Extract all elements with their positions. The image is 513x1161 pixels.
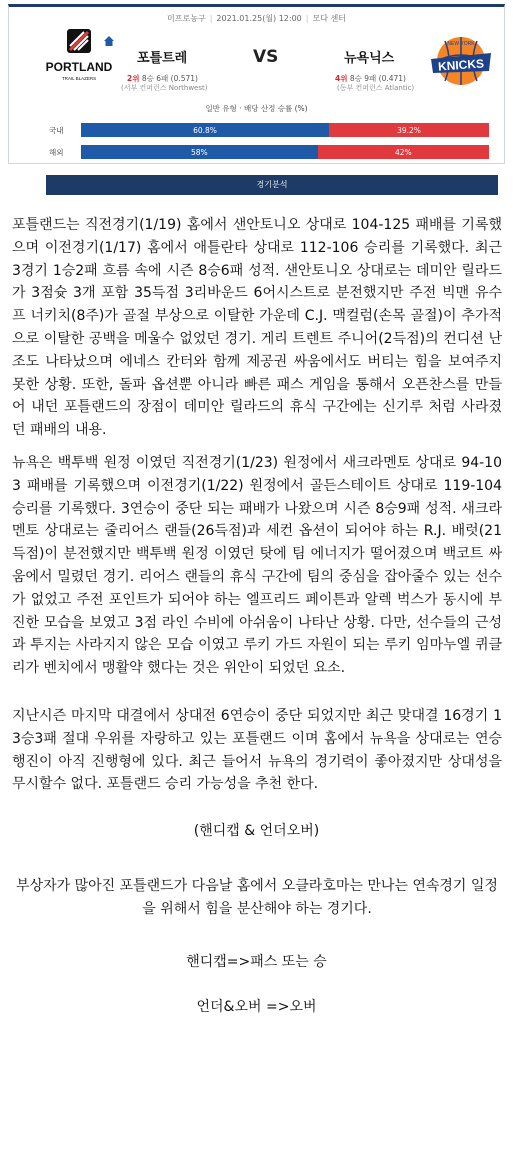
match-header-card xyxy=(8,4,505,164)
away-conference: (동부 컨퍼런스 Atlantic) xyxy=(337,84,415,92)
win-rate-row-overseas xyxy=(21,145,493,159)
win-rate-title: 일반 유형 · 배당 산정 승률 (%) xyxy=(205,104,308,113)
versus-label: VS xyxy=(253,47,279,67)
analysis-paragraph-newyork: 뉴욕은 백투백 원정 이였던 직전경기(1/23) 원정에서 새크라멘토 상대로 94-103 패배를 기록했으며 이전경기(1/22) 원정에서 골든스테이트 상대로 119-104 승리를 기록했다. 3연승이 중단 되는 패배가 나왔으며 시즌 8승9패 성적. 새크라멘토 상대로는 줄리어스 랜들(26득점)과 세컨 옵션이 되어야 하는 R.J. 배럿(21득점)이 분전했지만 백투백 원정 이였던 탓에 팀 에너지가 떨어졌으며 백코트 싸움에서 밀렸던 경기. 리어스 랜들의 휴식 구간에 팀의 중심을 잡아줄수 있는 선수가 없었고 주전 포인트가 되어야 하는 엘프리드 페이튼과 알렉 벅스가 동시에 부진한 모습을 보였고 3점 라인 수비에 아쉬움이 나타난 상황. 다만, 선수들의 근성과 투지는 사라지지 않은 모습 이였고 루키 가드 자원이 되는 루키 임마누엘 퀴클리가 벤치에서 맹활약 했다는 것은 위안이 되었던 요소. xyxy=(12,455,502,677)
home-team-name: 포틀트레 xyxy=(137,51,188,66)
knicks-logo xyxy=(427,29,495,89)
away-win-rate: 42% xyxy=(318,145,489,159)
win-rate-row-domestic xyxy=(21,123,493,137)
handicap-heading: (핸디캡 & 언더오버) xyxy=(193,823,320,839)
home-rank: 2위 xyxy=(127,74,140,83)
home-win-rate: 58% xyxy=(81,145,318,159)
section-title-bar: 경기분석 xyxy=(46,175,498,195)
handicap-pick: 핸디캡=>패스 또는 승 xyxy=(186,954,327,970)
portland-logo xyxy=(45,29,113,89)
analysis-paragraph-portland: 포틀랜드는 직전경기(1/19) 홈에서 샌안토니오 상대로 104-125 패배를 기록했으며 이전경기(1/17) 홈에서 애틀란타 상대로 112-106 승리를 기록했다. 최근 3경기 1승2패 흐름 속에 시즌 8승6패 성적. 샌안토니오 상대로는 데미안 릴라드가 3점슛 3개 포함 35득점 3리바운드 6어시스트로 분전했지만 주전 빅맨 유수프 너키치(8주)가 골절 부상으로 이탈한 가운데 C.J. 맥컬럼(손목 골절)이 추가적으로 이탈한 공백을 메울수 없었던 경기. 게리 트렌트 주니어(2득점)의 컨디션 난조도 나타났으며 에네스 칸터와 함께 제공권 싸움에서도 버티는 힘을 보여주지 못한 상황. 또한, 돌파 옵션뿐 아니라 빠른 패스 게임을 통해서 오픈찬스를 만들어 내던 포틀랜드의 장점이 데미안 릴라드의 휴식 구간에는 신기루 처럼 사라졌던 패배의 내용. xyxy=(12,217,502,439)
away-rank: 4위 xyxy=(335,74,348,83)
home-record-value: 8승 6패 (0.571) xyxy=(141,74,198,83)
knicks-logo-sub: NEW YORK xyxy=(447,41,475,47)
away-record-value: 8승 9패 (0.471) xyxy=(349,74,406,83)
win-rate-label: 국내 xyxy=(49,126,64,135)
match-meta: 미프로농구 | 2021.01.25(월) 12:00 | 모다 센터 xyxy=(9,13,504,24)
away-team-name: 뉴욕닉스 xyxy=(344,51,395,66)
analysis-paragraph-summary: 지난시즌 마지막 대결에서 상대전 6연승이 중단 되었지만 최근 맞대결 16경기 13승3패 절대 우위를 자랑하고 있는 포틀랜드 이며 홈에서 뉴욕을 상대로는 연승 행진이 아직 진행형에 있다. 최근 들어서 뉴욕의 경기력이 좋아졌지만 상대성을 무시할수 없다. 포틀랜드 승리 가능성을 추천 한다. xyxy=(12,708,502,793)
home-icon xyxy=(103,35,115,47)
overunder-pick: 언더&오버 =>오버 xyxy=(196,999,317,1015)
home-conference: (서부 컨퍼런스 Northwest) xyxy=(121,84,208,92)
portland-logo-sub: TRAIL BLAZERS xyxy=(61,76,97,81)
knicks-logo-text: KNICKS xyxy=(437,56,485,74)
analysis-paragraph-note: 부상자가 많아진 포틀랜드가 다음날 홈에서 오클라호마는 만나는 연속경기 일정을 위해서 힘을 분산해야 하는 경기다. xyxy=(16,878,498,917)
league-name: 미프로농구 xyxy=(167,14,206,23)
match-datetime: 2021.01.25(월) 12:00 xyxy=(216,14,302,23)
away-win-rate: 39.2% xyxy=(329,123,489,137)
home-win-rate: 60.8% xyxy=(81,123,329,137)
match-venue: 모다 센터 xyxy=(312,14,346,23)
win-rate-label: 해외 xyxy=(49,148,64,157)
win-rate-bar xyxy=(81,123,489,137)
win-rate-bar xyxy=(81,145,489,159)
portland-logo-text: PORTLAND xyxy=(45,60,113,74)
